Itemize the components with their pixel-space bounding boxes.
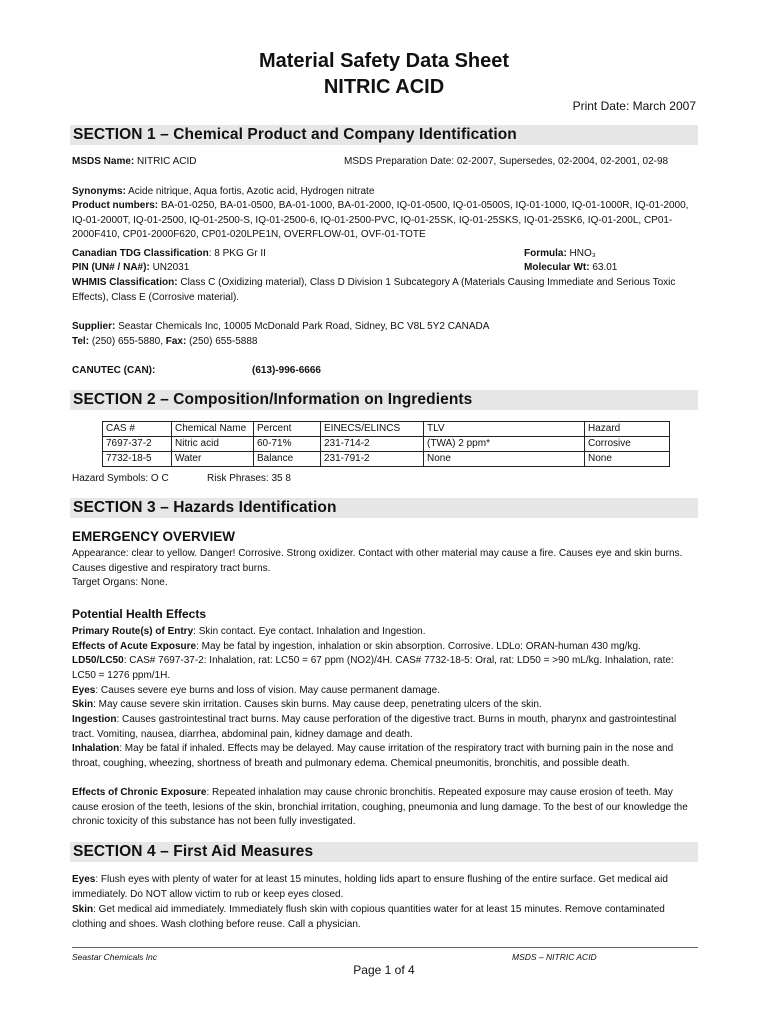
- cell: 7732-18-5: [103, 452, 172, 467]
- ingestion-block: [72, 713, 698, 742]
- route-label: Primary Route(s) of Entry: [72, 626, 194, 637]
- table-row: [103, 437, 670, 452]
- tel-value: (250) 655-5880,: [89, 336, 166, 347]
- skin-line: [72, 698, 698, 713]
- cell: 231-791-2: [321, 452, 424, 467]
- col-percent: Percent: [254, 422, 321, 437]
- col-cas: CAS #: [103, 422, 172, 437]
- hazard-line: [72, 472, 698, 487]
- acute-line: [72, 640, 698, 655]
- molecular-weight-value: 63.01: [589, 262, 618, 273]
- section3-heading: SECTION 3 – Hazards Identification: [70, 498, 698, 518]
- cell: 60-71%: [254, 437, 321, 452]
- first-aid-skin-block: [72, 903, 698, 932]
- cell: None: [424, 452, 585, 467]
- first-aid-eyes-block: [72, 873, 698, 902]
- product-numbers-block: [72, 199, 698, 243]
- formula-value: HNO₃: [566, 248, 596, 259]
- target-organs: Target Organs: None.: [72, 577, 168, 588]
- col-chemical-name: Chemical Name: [172, 422, 254, 437]
- msds-name-line: [72, 155, 698, 170]
- supplier-line: [72, 320, 698, 335]
- hazard-symbols: Hazard Symbols: O C: [72, 473, 169, 484]
- footer-msds-ref: MSDS – NITRIC ACID: [512, 952, 597, 962]
- supplier-label: Supplier:: [72, 321, 116, 332]
- ingredients-table: [102, 421, 670, 467]
- whmis-value: Class C (Oxidizing material), Class D Division 1 Subcategory A (Materials Causing Immediate and Serious Toxic Effects), Class E (Corrosive material).: [72, 277, 676, 303]
- synonyms-label: Synonyms:: [72, 186, 126, 197]
- ld50-value: : CAS# 7697-37-2: Inhalation, rat: LC50 = 67 ppm (NO2)/4H. CAS# 7732-18-5: Oral, rat: LD50 = >90 mL/kg. Inhalation, rate: LC50 = 1276 ppm/1H.: [72, 655, 674, 681]
- canutec-value: (613)-996-6666: [252, 365, 321, 376]
- first-aid-eyes-label: Eyes: [72, 874, 96, 885]
- synonyms-value: Acide nitrique, Aqua fortis, Azotic acid, Hydrogen nitrate: [125, 186, 375, 197]
- msds-name-value: NITRIC ACID: [134, 156, 197, 167]
- whmis-block: [72, 276, 698, 305]
- canutec-line: [72, 364, 698, 379]
- fax-value: (250) 655-5888: [186, 336, 258, 347]
- chronic-label: Effects of Chronic Exposure: [72, 787, 207, 798]
- section2-heading: SECTION 2 – Composition/Information on Ingredients: [70, 390, 698, 410]
- print-date: Print Date: March 2007: [572, 99, 696, 113]
- tdg-label: Canadian TDG Classification: [72, 248, 209, 259]
- cell: Nitric acid: [172, 437, 254, 452]
- prep-date: MSDS Preparation Date: 02-2007, Supersedes, 02-2004, 02-2001, 02-98: [344, 156, 669, 167]
- ld50-label: LD50/LC50: [72, 655, 124, 666]
- eyes-value: : Causes severe eye burns and loss of vision. May cause permanent damage.: [95, 685, 440, 696]
- inhalation-value: : May be fatal if inhaled. Effects may be delayed. May cause irritation of the respiratory tract with burning pain in the nose and throat, coughing, wheezing, shortness of breath and pulmonary edema. Chemical pneumonitis, bronchitis, and possible death.: [72, 743, 674, 769]
- table-header-row: [103, 422, 670, 437]
- acute-label: Effects of Acute Exposure: [72, 641, 197, 652]
- cell: 7697-37-2: [103, 437, 172, 452]
- page-number: Page 1 of 4: [353, 963, 415, 977]
- document-subtitle: NITRIC ACID: [323, 76, 445, 98]
- col-tlv: TLV: [424, 422, 585, 437]
- product-numbers-value: BA-01-0250, BA-01-0500, BA-01-1000, BA-01-2000, IQ-01-0500, IQ-01-0500S, IQ-01-1000, IQ-01-1000R, IQ-01-2000, IQ-01-2000T, IQ-01-2500, IQ-01-2500-S, IQ-01-2500-6, IQ-01-2500-PVC, IQ-01-25SK, IQ-01-25SKS, IQ-01-25SK6, IQ-01-200L, CP01-2000F410, CP01-2000F620, CP01-020LPE1N, OVERFLOW-01, OVF-01-TOTE: [72, 200, 689, 240]
- tel-fax-line: [72, 335, 698, 350]
- route-line: [72, 625, 698, 640]
- skin-value: : May cause severe skin irritation. Causes skin burns. May cause deep, penetrating ulcers of the skin.: [93, 699, 542, 710]
- col-einecs: EINECS/ELINCS: [321, 422, 424, 437]
- acute-value: : May be fatal by ingestion, inhalation or skin absorption. Corrosive. LDLo: ORAN-human 430 mg/kg.: [196, 641, 641, 652]
- tdg-line: [72, 247, 698, 262]
- cell: Balance: [254, 452, 321, 467]
- tel-label: Tel:: [72, 336, 90, 347]
- msds-name-label: MSDS Name:: [72, 156, 135, 167]
- ingestion-value: : Causes gastrointestinal tract burns. May cause perforation of the digestive tract. Burns in mouth, pharynx and gastrointestinal tract. Vomiting, nausea, diarrhea, abdominal pain, kidney damage and death.: [72, 714, 677, 740]
- chronic-value: : Repeated inhalation may cause chronic bronchitis. Repeated exposure may cause erosion of teeth. May cause erosion of the teeth, lesions of the skin, bronchial irritation, coughing, pneumonia and lung damage. To the best of our knowledge the chronic toxicity of this substance has not been fully investigated.: [72, 787, 688, 827]
- pin-line: [72, 261, 698, 276]
- inhalation-block: [72, 742, 698, 771]
- inhalation-label: Inhalation: [72, 743, 120, 754]
- cell: 231-714-2: [321, 437, 424, 452]
- molecular-weight-label: Molecular Wt:: [524, 262, 590, 273]
- ld50-block: [72, 654, 698, 683]
- skin-label: Skin: [72, 699, 94, 710]
- col-hazard: Hazard: [585, 422, 670, 437]
- cell: Corrosive: [585, 437, 670, 452]
- eyes-line: [72, 684, 698, 699]
- supplier-value: Seastar Chemicals Inc, 10005 McDonald Park Road, Sidney, BC V8L 5Y2 CANADA: [115, 321, 490, 332]
- section1-heading: SECTION 1 – Chemical Product and Company Identification: [70, 125, 698, 145]
- formula-label: Formula:: [524, 248, 567, 259]
- table-row: [103, 452, 670, 467]
- footer-company: Seastar Chemicals Inc: [72, 952, 158, 962]
- first-aid-skin-label: Skin: [72, 904, 94, 915]
- cell: None: [585, 452, 670, 467]
- document-title: Material Safety Data Sheet: [258, 50, 510, 72]
- section4-heading: SECTION 4 – First Aid Measures: [70, 842, 698, 862]
- synonyms-line: [72, 185, 698, 200]
- footer-divider: [72, 947, 698, 948]
- tdg-value: : 8 PKG Gr II: [208, 248, 266, 259]
- emergency-overview-text: Appearance: clear to yellow. Danger! Corrosive. Strong oxidizer. Contact with other material may cause a fire. Causes eye and skin burns. Causes digestive and respiratory tract burns.: [72, 548, 683, 574]
- chronic-block: [72, 786, 698, 830]
- product-numbers-label: Product numbers:: [72, 200, 159, 211]
- health-effects-heading: Potential Health Effects: [72, 607, 207, 621]
- first-aid-skin-value: : Get medical aid immediately. Immediately flush skin with copious quantities water for at least 15 minutes. Remove contaminated clothing and shoes. Wash clothing before reuse. Call a physician.: [72, 904, 665, 930]
- whmis-label: WHMIS Classification:: [72, 277, 178, 288]
- ingestion-label: Ingestion: [72, 714, 117, 725]
- first-aid-eyes-value: : Flush eyes with plenty of water for at least 15 minutes, holding lids apart to ensure flushing of the entire surface. Get medical aid immediately. Do NOT allow victim to rub or keep eyes closed.: [72, 874, 668, 900]
- route-value: : Skin contact. Eye contact. Inhalation and Ingestion.: [193, 626, 426, 637]
- cell: Water: [172, 452, 254, 467]
- pin-label: PIN (UN# / NA#):: [72, 262, 150, 273]
- risk-phrases: Risk Phrases: 35 8: [207, 473, 291, 484]
- fax-label: Fax:: [165, 336, 187, 347]
- cell: (TWA) 2 ppm*: [424, 437, 585, 452]
- canutec-label: CANUTEC (CAN):: [72, 365, 156, 376]
- emergency-overview-heading: EMERGENCY OVERVIEW: [72, 529, 236, 544]
- pin-value: UN2031: [149, 262, 190, 273]
- eyes-label: Eyes: [72, 685, 96, 696]
